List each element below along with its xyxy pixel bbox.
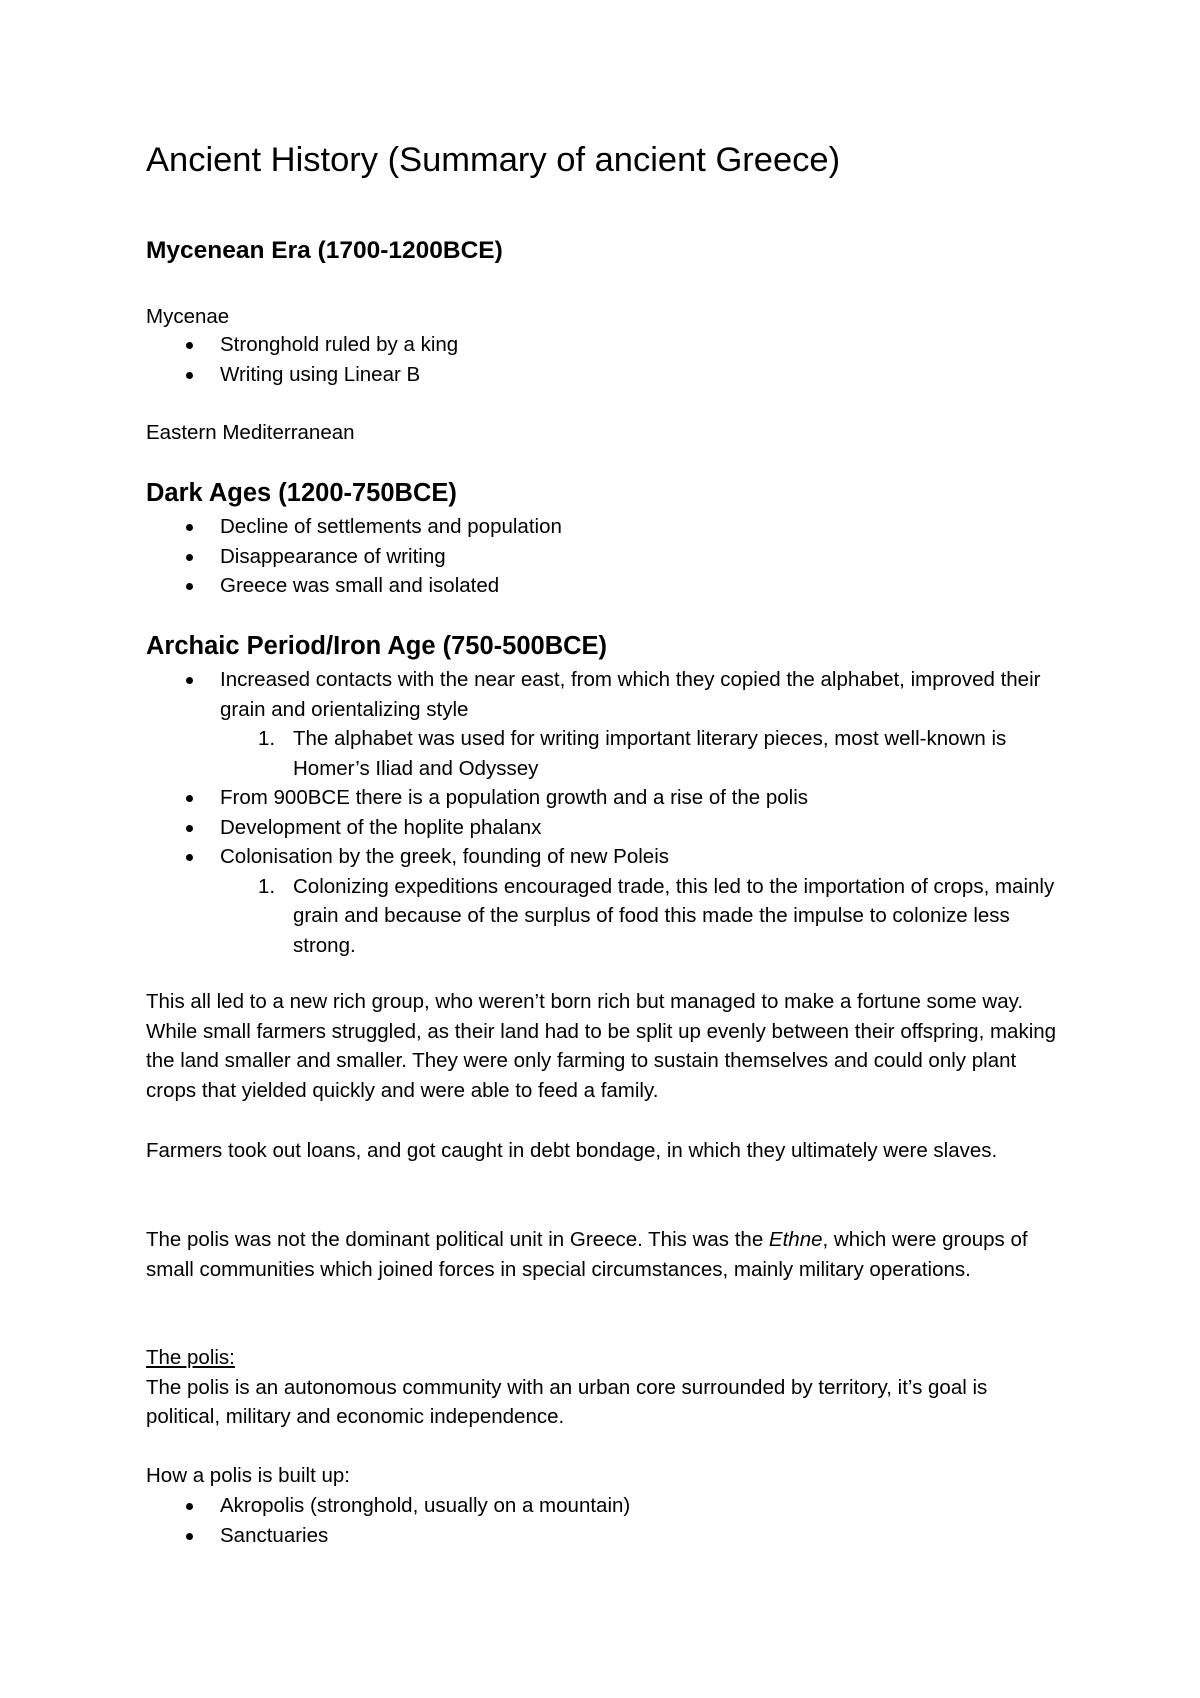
polis-label: The polis: <box>146 1346 235 1369</box>
list-item-text: Colonisation by the greek, founding of new Poleis <box>220 845 670 868</box>
list-item: Sanctuaries <box>146 1521 1066 1551</box>
polis-definition: The polis is an autonomous community with an urban core surrounded by territory, it’s goal is political, military and economic independence. <box>146 1375 988 1428</box>
ethne-text-after: , which were groups of small communities which joined forces in special circumstances, mainly military operations. <box>146 1228 1028 1281</box>
archaic-bullet-list <box>146 665 1066 960</box>
paragraph-loans: Farmers took out loans, and got caught in debt bondage, in which they ultimately were slaves. <box>146 1139 998 1162</box>
list-item-text: Increased contacts with the near east, from which they copied the alphabet, improved their grain and orientalizing style <box>220 668 1041 721</box>
list-item: Disappearance of writing <box>146 542 1066 572</box>
ethne-term: Ethne <box>768 1228 823 1251</box>
paragraph-rich-group: This all led to a new rich group, who weren’t born rich but managed to make a fortune some way. While small farmers struggled, as their land had to be split up evenly between their offspring, making the land smaller and smaller. They were only farming to sustain themselves and could only plant crops that yielded quickly and were able to feed a family. <box>146 990 1057 1102</box>
document-title: Ancient History (Summary of ancient Greece) <box>146 141 841 179</box>
numbered-sublist <box>220 724 1066 783</box>
mycenae-label: Mycenae <box>146 305 230 328</box>
item-number: 1. <box>258 727 276 750</box>
dark-ages-bullet-list <box>146 512 1066 601</box>
numbered-item-text: The alphabet was used for writing important literary pieces, most well-known is Homer’s Iliad and Odyssey <box>293 727 1007 780</box>
paragraph-ethne <box>146 1225 1066 1284</box>
numbered-sublist <box>220 872 1066 961</box>
list-item: Greece was small and isolated <box>146 571 1066 601</box>
list-item <box>146 665 1066 783</box>
item-number: 1. <box>258 874 276 898</box>
heading-dark-ages: Dark Ages (1200-750BCE) <box>146 479 457 507</box>
numbered-item <box>146 724 1066 783</box>
numbered-item-text: Colonizing expeditions encouraged trade, this led to the importation of crops, mainly grain and because of the surplus of food this made the impulse to colonize less strong. <box>293 874 1055 957</box>
heading-mycenean-era: Mycenean Era (1700-1200BCE) <box>146 237 503 264</box>
polis-structure-bullet-list <box>146 1491 1066 1550</box>
list-item <box>146 842 1066 960</box>
list-item: Decline of settlements and population <box>146 512 1066 542</box>
list-item: Stronghold ruled by a king <box>146 330 1066 360</box>
built-up-intro: How a polis is built up: <box>146 1464 350 1487</box>
list-item: Development of the hoplite phalanx <box>146 813 1066 843</box>
heading-archaic-period: Archaic Period/Iron Age (750-500BCE) <box>146 632 608 660</box>
list-item: From 900BCE there is a population growth and a rise of the polis <box>146 783 1066 813</box>
ethne-text-before: The polis was not the dominant political unit in Greece. This was the <box>146 1228 769 1251</box>
list-item: Writing using Linear B <box>146 360 1066 390</box>
numbered-item <box>146 872 1066 961</box>
paragraph-polis <box>146 1343 1066 1432</box>
region-label: Eastern Mediterranean <box>146 421 355 444</box>
list-item: Akropolis (stronghold, usually on a mountain) <box>146 1491 1066 1521</box>
mycenean-bullet-list <box>146 330 1066 389</box>
